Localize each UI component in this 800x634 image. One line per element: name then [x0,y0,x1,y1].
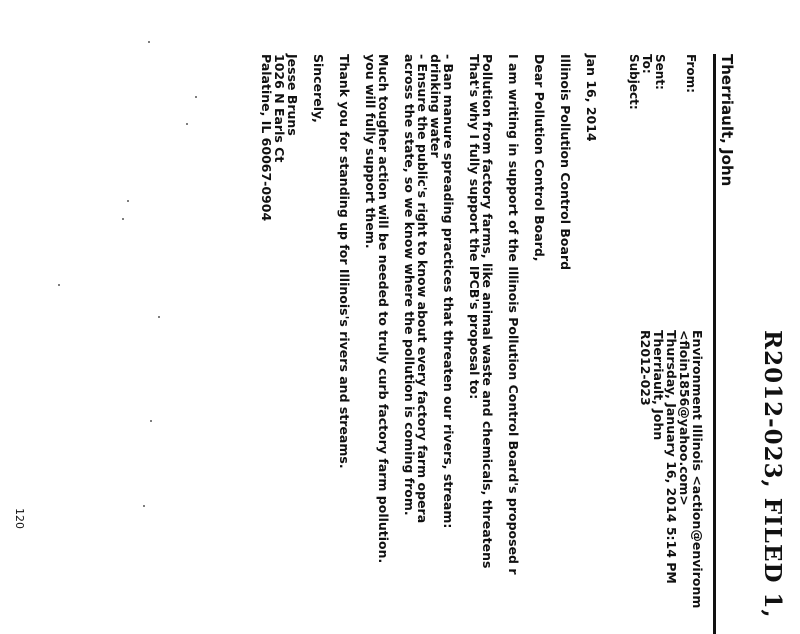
signature-street: 1026 N Earls Ct [272,54,287,163]
intro-line-2: Pollution from factory farms, like animal waste and chemicals, threatens [480,54,495,569]
scan-speck [143,505,145,507]
bullet-2-line-2: across the state, so we know where the pollution is coming from. [402,54,417,516]
intro-line-1: I am writing in support of the Illinois Pollution Control Board's proposed r [506,54,521,575]
intro-line-3: That's why I fully support the IPCB's proposal to: [467,54,482,400]
scan-speck [122,218,124,220]
letter-salutation: Dear Pollution Control Board, [532,54,547,262]
filing-stamp: R2012-023, FILED 1, [759,330,786,619]
subject-value: R2012-023 [638,330,653,406]
from-label: From: [684,54,698,93]
sent-value: Thursday, January 16, 2014 5:14 PM [664,330,679,584]
bullet-2-line-1: - Ensure the public's right to know about every factory farm opera [415,54,430,524]
thanks-line: Thank you for standing up for Illinois's rivers and streams. [337,54,352,469]
scan-speck [148,41,150,43]
from-value-line2: <floin1856@yahoo.com> [677,330,692,506]
to-label: To: [640,54,654,74]
bullet-1-line-2: drinking water [428,54,443,158]
scan-speck [195,96,197,98]
scan-speck [127,200,129,202]
letter-date: Jan 16, 2014 [584,54,599,142]
signoff: Sincerely, [311,54,326,123]
from-value-line1: Environment Illinois <action@environm [690,330,705,609]
scan-speck [158,316,160,318]
signature-name: Jesse Bruns [285,54,300,136]
subject-label: Subject: [627,54,641,110]
page-number: 120 [13,508,26,529]
to-value: Therriault, John [651,330,666,441]
letter-recipient: Illinois Pollution Control Board [558,54,573,271]
scan-speck [58,284,60,286]
header-rule [713,54,716,634]
bullet-1-line-1: - Ban manure spreading practices that threaten our rivers, stream: [441,54,456,529]
sent-label: Sent: [653,54,667,90]
closing-line-2: you will fully support them. [363,54,378,249]
sender-name-heading: Therriault, John [718,54,736,187]
scan-speck [150,420,152,422]
closing-line-1: Much tougher action will be needed to truly curb factory farm pollution. [376,54,391,564]
scan-speck [186,123,188,125]
signature-city: Palatine, IL 60067-0904 [259,54,274,222]
